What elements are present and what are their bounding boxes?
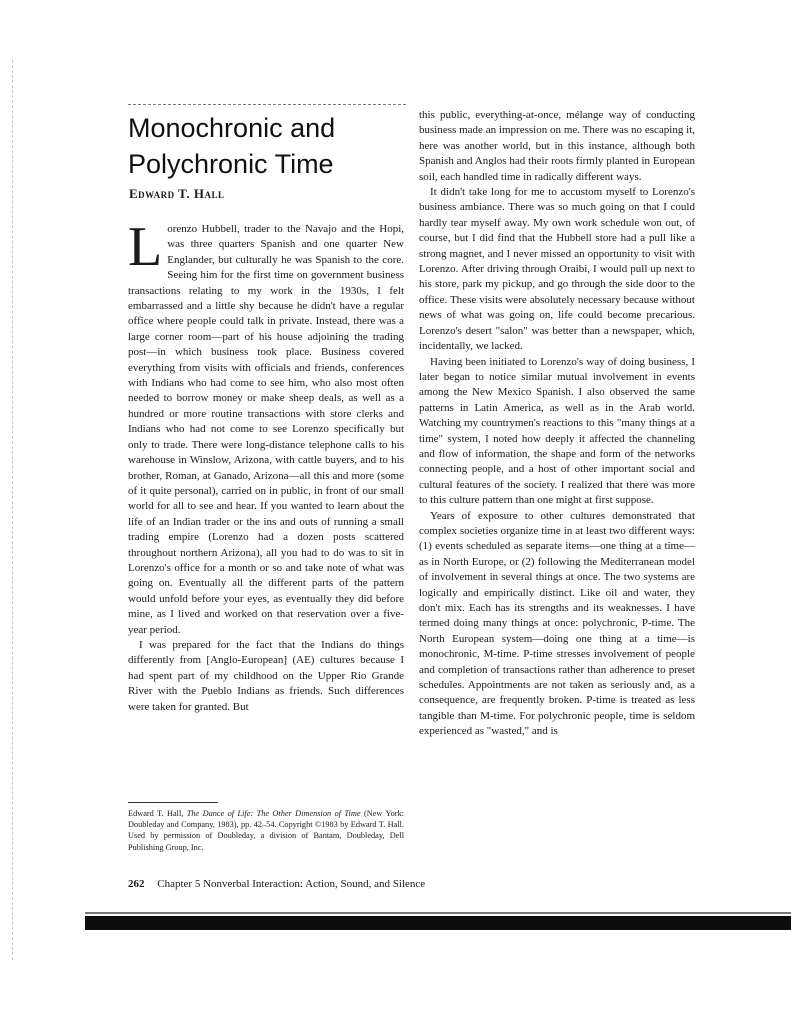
paragraph-1 — [128, 216, 404, 638]
running-head: Chapter 5 Nonverbal Interaction: Action, Sound, and Silence — [157, 878, 426, 890]
title-line-2: Polychronic Time — [128, 149, 334, 179]
paragraph-4: It didn't take long for me to accustom myself to Lorenzo's business ambiance. There was so much going on that I could hardly tear myself away. My own work schedule won out, of course, but I did find that the Hubbell store had a pull like a strong magnet, and I never missed an opportunity to visit with Lorenzo. After driving through Oraibi, I would pull up next to his store, park my pickup, and go through the side door to the office. These visits were absolutely necessary because without news of what was going on, life could become precarious. Lorenzo's desert "salon" was better than a newspaper, which, incidentally, we lacked. — [419, 186, 695, 353]
article-title — [128, 110, 408, 182]
page-footer — [128, 878, 425, 890]
scan-artifact-line — [85, 912, 791, 914]
footnote-rule — [128, 802, 218, 803]
footnote-book-title: The Dance of Life: The Other Dimension of Time — [186, 809, 361, 818]
right-column — [419, 108, 695, 740]
drop-cap: L — [128, 216, 163, 278]
title-rule — [128, 104, 406, 105]
scan-edge-mark — [12, 60, 14, 960]
footnote-details: (New York: Doubleday and Company, 1983), pp. 42–54. Copyright ©1983 by Edward T. Hall. Used by permission of Doubleday, a division of Bantam, Doubleday, Dell Publishing Group, Inc. — [128, 809, 404, 852]
title-line-1: Monochronic and — [128, 113, 336, 143]
paragraph-5: Having been initiated to Lorenzo's way of doing business, I later began to notice similar mutual involvement in events among the New Mexico Spanish. I also observed the same patterns in Latin America, as well as in the Arab world. Watching my countrymen's reactions to this "many things at a time" system, I noted how deeply it affected the channeling and flow of information, the shape and form of the networks connecting people, and a host of other important social and cultural features of the society. I realized that there was more to this culture pattern than one might at first suppose. — [419, 355, 695, 507]
paragraph-3: this public, everything-at-once, mélange way of conducting business made an impression on me. There was no escaping it, here was another world, but in this instance, although both Spanish and Anglos had their roots firmly planted in European soil, each handled time in radically different ways. — [419, 109, 695, 183]
author-byline: Edward T. Hall — [129, 186, 225, 201]
page-number: 262 — [128, 878, 145, 890]
paragraph-2: I was prepared for the fact that the Indians do things differently from [Anglo-European] (AE) cultures because I had spent part of my childhood on the Upper Rio Grande River with the Pueblo Indians as friends. Such differences were taken for granted. But — [128, 638, 404, 713]
source-footnote — [128, 808, 404, 853]
left-column — [128, 216, 404, 715]
paragraph-6: Years of exposure to other cultures demonstrated that complex societies organize time in at least two different ways: (1) events scheduled as separate items—one thing at a time—as in North Europe, or (2) following the Mediterranean model of involvement in several things at once. The two systems are logically and empirically distinct. Like oil and water, they don't mix. Each has its strengths and its weaknesses. I have termed doing many things at once: polychronic, P-time. The North European system—doing one thing at a time—is monochronic, M-time. P-time stresses involvement of people and completion of transactions rather than adherence to preset schedules. Appointments are not taken as seriously and, as a consequence, are frequently broken. P-time is treated as less tangible than M-time. For polychronic people, time is seldom experienced as "wasted," and is — [419, 509, 695, 738]
scan-artifact-bar — [85, 916, 791, 930]
paragraph-1-text: orenzo Hubbell, trader to the Navajo and the Hopi, was three quarters Spanish and one quarter New Englander, but culturally he was Spanish to the core. Seeing him for the first time on government business transactions relating to my work in the 1930s, I felt embarrassed and a little shy because he didn't have a regular office where people could talk in private. Instead, there was a large corner room—part of his house adjoining the trading post—in which business took place. Business covered everything from visits with officials and friends, conferences with Indians who had come to see him, who also most often needed to borrow money or make sheep deals, as well as a hundred or more routine transactions with store clerks and Indians who had not come to see Lorenzo specifically but only to trade. There were long-distance telephone calls to his warehouse in Winslow, Arizona, with cattle buyers, and to his brother, Roman, at Ganado, Arizona—all this and more (some of it quite personal), carried on in public, in front of our small world for all to see and hear. If you wanted to learn about the life of an Indian trader or the ins and outs of running a small trading empire (Lorenzo had a dozen posts scattered throughout northern Arizona), all you had to do was to sit in Lorenzo's office for a month or so and take note of what was going on. Eventually all the different parts of the pattern would unfold before your eyes, as eventually they did before mine, as I lived and worked on that reservation over a five-year period. — [128, 223, 404, 636]
footnote-author: Edward T. Hall, — [128, 809, 184, 818]
